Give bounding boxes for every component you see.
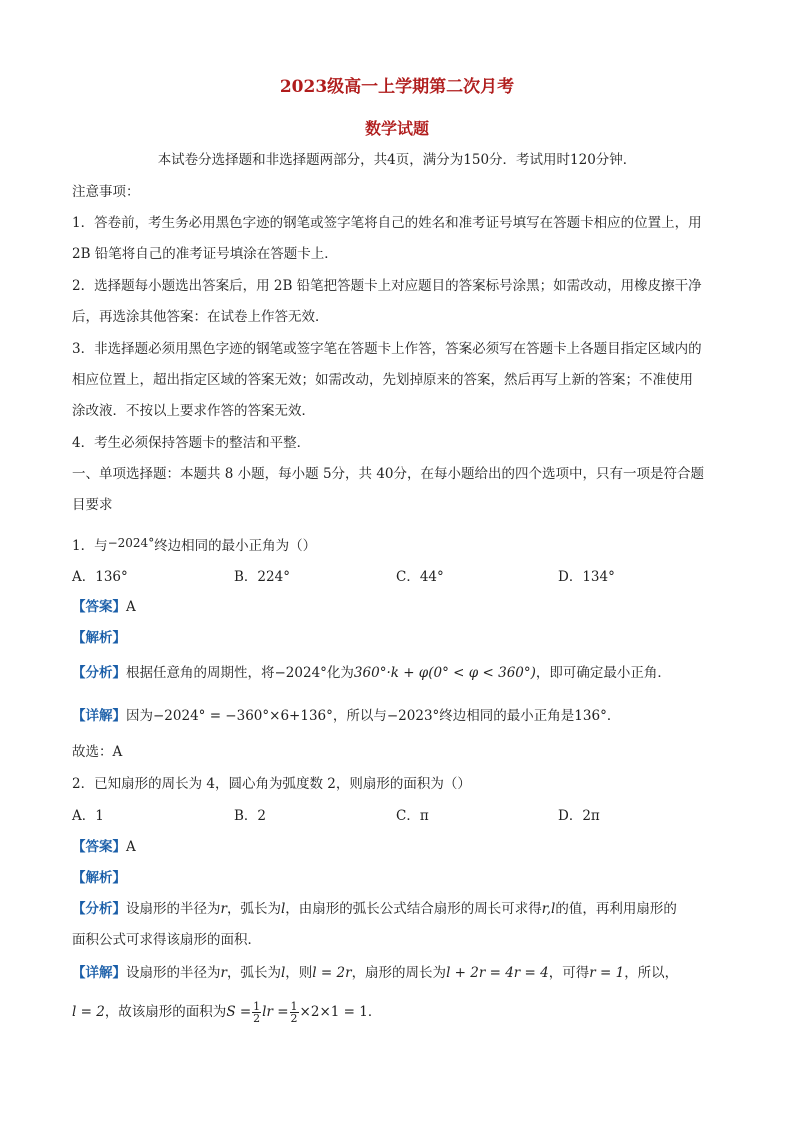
exam-title: 2023级高一上学期第二次月考 xyxy=(279,77,515,97)
question-2-detail-line-2 xyxy=(72,998,722,1026)
notice-item-2-line-2: 后，再选涂其他答案：在试卷上作答无效． xyxy=(72,309,329,325)
notice-item-1-line-2: 2B 铅笔将自己的准考证号填涂在答题卡上． xyxy=(72,246,338,262)
fenxi-math-1: −2024° xyxy=(274,665,327,681)
fenxi-text-2: 化为 xyxy=(326,665,354,681)
fenxi-var-rl: r,l xyxy=(541,901,556,917)
notice-item-3-line-1: 3．非选择题必须用黑色字迹的钢笔或签字笔在答题卡上作答，答案必须写在答题卡上各题目指定区域内的 xyxy=(72,341,702,357)
question-1-option-d: D．134° xyxy=(558,569,615,585)
question-1-stem-angle: −2024° xyxy=(107,536,155,550)
question-2-detail-line-1 xyxy=(72,963,722,983)
section-1-heading-line-1: 一、单项选择题：本题共 8 小题，每小题 5分，共 40分，在每小题给出的四个选项中，只有一项是符合题 xyxy=(72,466,705,482)
fenxi-var-l: l xyxy=(280,901,286,917)
detail-var-r: r xyxy=(220,965,227,981)
detail-label: 【详解】 xyxy=(72,965,126,981)
fraction-half-1 xyxy=(252,1001,261,1024)
analysis-label: 【解析】 xyxy=(72,630,126,646)
detail-math-3: 136° xyxy=(574,708,607,724)
detail-text-2: ，弧长为 xyxy=(226,965,281,981)
question-1-fenxi xyxy=(72,663,722,683)
answer-value: A xyxy=(126,599,136,615)
section-1-heading-line-2: 目要求 xyxy=(72,497,113,513)
fraction-numerator: 1 xyxy=(290,1000,298,1013)
question-1-option-c: C．44° xyxy=(396,569,444,585)
question-1-analysis-label xyxy=(72,628,722,648)
detail-text-1: 设扇形的半径为 xyxy=(126,965,221,981)
fenxi-label: 【分析】 xyxy=(72,665,126,681)
question-1-option-a: A．136° xyxy=(72,569,128,585)
detail2-text-1: ，故该扇形的面积为 xyxy=(104,1004,227,1020)
fenxi-var-r: r xyxy=(220,901,227,917)
detail2-tail: ×2×1 = 1 xyxy=(299,1004,368,1020)
detail-eq-3: r = 1 xyxy=(589,965,625,981)
question-2-option-c: C．π xyxy=(396,808,429,824)
notice-item-4: 4．考生必须保持答题卡的整洁和平整． xyxy=(72,435,311,451)
question-1-stem-prefix: 1．与 xyxy=(72,538,108,554)
detail2-s: S = xyxy=(226,1004,252,1020)
detail2-lr: lr = xyxy=(262,1004,289,1020)
question-2-fenxi-line-2: 面积公式可求得该扇形的面积． xyxy=(72,932,261,948)
question-1-stem-suffix: 终边相同的最小正角为（） xyxy=(154,538,317,554)
question-2-fenxi-line-1 xyxy=(72,899,722,919)
fenxi-text-4: 的值，再利用扇形的 xyxy=(555,901,677,917)
detail2-eq-1: l = 2 xyxy=(72,1004,105,1020)
detail-eq-1: l = 2r xyxy=(312,965,352,981)
detail-eq-2: l + 2r = 4r = 4 xyxy=(446,965,549,981)
notice-heading: 注意事项： xyxy=(72,184,140,200)
question-2-option-d: D．2π xyxy=(558,808,600,824)
fraction-denominator: 2 xyxy=(290,1012,298,1025)
question-1-choice: 故选：A xyxy=(72,744,123,760)
exam-subtitle: 数学试题 xyxy=(364,119,429,138)
detail-var-l: l xyxy=(280,965,286,981)
answer-value: A xyxy=(126,839,136,855)
question-2-stem: 2．已知扇形的周长为 4，圆心角为弧度数 2，则扇形的面积为（） xyxy=(72,776,471,792)
notice-item-3-line-2: 相应位置上，超出指定区域的答案无效；如需改动，先划掉原来的答案，然后再写上新的答案；不准使用 xyxy=(72,372,693,388)
question-2-option-a: A．1 xyxy=(72,808,104,824)
fraction-denominator: 2 xyxy=(253,1012,261,1025)
detail-text-4: ，扇形的周长为 xyxy=(351,965,447,981)
analysis-label: 【解析】 xyxy=(72,870,126,886)
fenxi-text-2: ，弧长为 xyxy=(226,901,281,917)
notice-item-2-line-1: 2．选择题每小题选出答案后，用 2B 铅笔把答题卡上对应题目的答案标号涂黑；如需改动，用橡皮擦干净 xyxy=(72,278,702,294)
detail2-end: ． xyxy=(367,1004,382,1020)
fenxi-text-1: 根据任意角的周期性，将 xyxy=(126,665,275,681)
detail-label: 【详解】 xyxy=(72,708,126,724)
question-1-detail xyxy=(72,706,722,726)
detail-math-2: −2023° xyxy=(386,708,440,724)
notice-item-1-line-1: 1．答卷前，考生务必用黑色字迹的钢笔或签字笔将自己的姓名和准考证号填写在答题卡相应的位置上，用 xyxy=(72,215,702,231)
detail-text-3: 终边相同的最小正角是 xyxy=(439,708,575,724)
question-1-option-b: B．224° xyxy=(234,569,290,585)
detail-text-4: ． xyxy=(606,708,621,724)
detail-math-1: −2024° = −360°×6+136° xyxy=(153,708,333,724)
fenxi-text-3: ，由扇形的弧长公式结合扇形的周长可求得 xyxy=(285,901,542,917)
detail-text-6: ，所以， xyxy=(624,965,679,981)
intro-text: 本试卷分选择题和非选择题两部分，共4页，满分为150分．考试用时120分钟． xyxy=(157,152,637,168)
detail-text-3: ，则 xyxy=(285,965,313,981)
fenxi-math-2: 360°·k + φ(0° < φ < 360°) xyxy=(353,665,536,681)
question-1-stem xyxy=(72,533,722,556)
fenxi-text-3: ，即可确定最小正角． xyxy=(535,665,671,681)
detail-text-1: 因为 xyxy=(126,708,153,724)
question-2-option-b: B．2 xyxy=(234,808,267,824)
fraction-numerator: 1 xyxy=(253,1000,261,1013)
detail-text-5: ，可得 xyxy=(548,965,590,981)
notice-item-3-line-3: 涂改液．不按以上要求作答的答案无效． xyxy=(72,403,315,419)
detail-text-2: ，所以与 xyxy=(332,708,387,724)
fenxi-text-1: 设扇形的半径为 xyxy=(126,901,221,917)
answer-label: 【答案】 xyxy=(72,839,126,855)
fraction-half-2 xyxy=(290,1001,299,1024)
question-2-analysis-label xyxy=(72,868,722,888)
fenxi-label: 【分析】 xyxy=(72,901,126,917)
question-2-answer xyxy=(72,837,722,857)
answer-label: 【答案】 xyxy=(72,599,126,615)
question-1-answer xyxy=(72,597,722,617)
